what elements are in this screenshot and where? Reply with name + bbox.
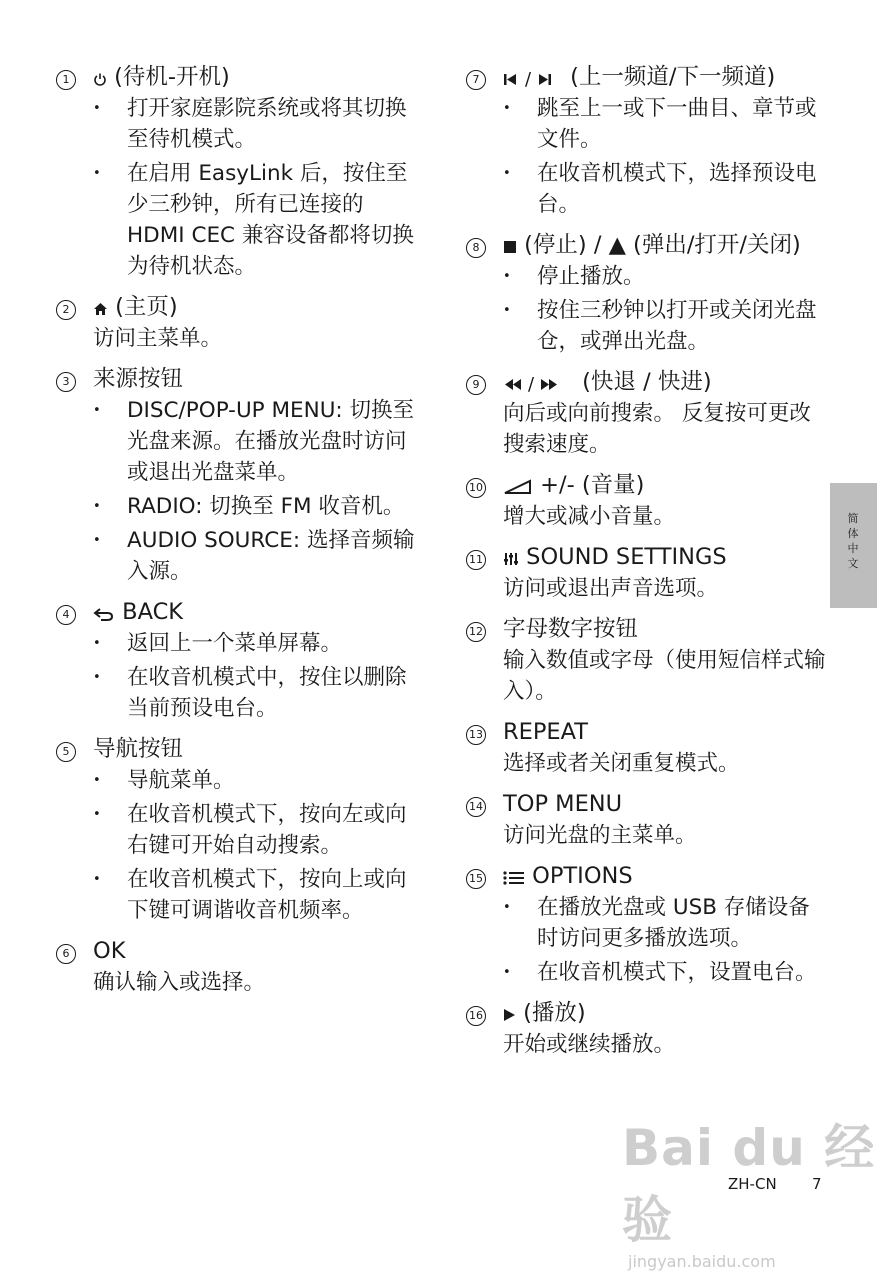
- function-item: [466, 62, 826, 220]
- power-icon: [93, 62, 107, 93]
- item-number-badge: 7: [466, 70, 486, 90]
- bullet-item: • 导航菜单。: [93, 765, 426, 796]
- item-number-badge: 9: [466, 375, 486, 395]
- bullet-item: • DISC/POP-UP MENU: 切换至光盘来源。在播放光盘时访问或退出光盘菜单。: [93, 395, 426, 488]
- bullet-list: [93, 628, 426, 724]
- stop-eject-icon: [503, 230, 517, 261]
- item-heading: [503, 367, 826, 398]
- item-number-badge: 14: [466, 797, 486, 817]
- item-heading: [503, 789, 826, 820]
- svg-text:/: /: [525, 69, 532, 88]
- function-item: [56, 734, 426, 926]
- item-description: 访问主菜单。: [93, 326, 223, 351]
- item-description: 确认输入或选择。: [93, 970, 266, 995]
- language-tab-label: 简体中文: [847, 512, 859, 570]
- function-item: [466, 998, 826, 1060]
- item-heading-text: (停止) / ▲ (弹出/打开/关闭): [524, 232, 801, 258]
- item-heading: [93, 936, 426, 967]
- item-description: 向后或向前搜索。 反复按可更改搜索速度。: [503, 401, 811, 457]
- function-item: [56, 597, 426, 724]
- function-item: [466, 717, 826, 779]
- item-description: 增大或减小音量。: [503, 504, 676, 529]
- right-column: [466, 62, 826, 1070]
- play-icon: [503, 998, 516, 1029]
- item-number-badge: 5: [56, 742, 76, 762]
- item-heading: [503, 62, 826, 93]
- function-item: [56, 364, 426, 587]
- bullet-item: • 在收音机模式下，按向上或向下键可调谐收音机频率。: [93, 864, 426, 926]
- item-heading: [503, 230, 826, 261]
- left-column: [56, 62, 426, 1008]
- bullet-list: [93, 765, 426, 926]
- bullet-item: • 跳至上一或下一曲目、章节或文件。: [503, 93, 826, 155]
- item-heading-text: (主页): [115, 294, 178, 320]
- item-heading: [93, 734, 426, 765]
- item-number-badge: 12: [466, 622, 486, 642]
- function-item: [466, 230, 826, 357]
- bullet-list: [503, 892, 826, 988]
- bullet-item: • 在播放光盘或 USB 存储设备时访问更多播放选项。: [503, 892, 826, 954]
- back-arrow-icon: [93, 597, 115, 628]
- watermark-logo: Bai du 经验: [622, 1119, 876, 1249]
- bullet-item: • 在收音机模式下，选择预设电台。: [503, 158, 826, 220]
- function-item: [56, 936, 426, 998]
- bullet-list: [93, 395, 426, 587]
- item-number-badge: 3: [56, 372, 76, 392]
- item-heading: [503, 470, 826, 501]
- item-heading: [503, 717, 826, 748]
- item-heading-text: (上一频道/下一频道): [570, 64, 776, 90]
- bullet-item: • 按住三秒钟以打开或关闭光盘仓，或弹出光盘。: [503, 295, 826, 357]
- item-number-badge: 10: [466, 478, 486, 498]
- item-heading: [503, 861, 826, 892]
- item-heading-text: (待机-开机): [114, 64, 230, 90]
- item-description: 输入数值或字母（使用短信样式输入）。: [503, 648, 826, 704]
- item-number-badge: 4: [56, 605, 76, 625]
- bullet-list: [503, 93, 826, 220]
- item-description: 开始或继续播放。: [503, 1032, 676, 1057]
- skip-prev-next-icon: [503, 62, 563, 93]
- footer-language-code: ZH-CN: [728, 1175, 777, 1193]
- item-heading-text: BACK: [122, 599, 184, 625]
- rewind-forward-icon: [503, 367, 575, 398]
- item-heading-text: REPEAT: [503, 719, 589, 745]
- item-heading-text: OPTIONS: [532, 863, 633, 889]
- item-heading: [503, 998, 826, 1029]
- bullet-item: • AUDIO SOURCE: 选择音频输入源。: [93, 525, 426, 587]
- item-description: 访问光盘的主菜单。: [503, 823, 697, 848]
- item-number-badge: 6: [56, 944, 76, 964]
- function-item: [466, 614, 826, 707]
- item-heading: [93, 597, 426, 628]
- bullet-item: • 在启用 EasyLink 后，按住至少三秒钟，所有已连接的 HDMI CEC 兼容设备都将切换为待机状态。: [93, 158, 426, 282]
- function-item: [466, 861, 826, 988]
- bullet-item: • 在收音机模式下，设置电台。: [503, 957, 826, 988]
- item-heading-text: SOUND SETTINGS: [526, 544, 727, 570]
- item-heading-text: 字母数字按钮: [503, 616, 639, 642]
- bullet-list: [93, 93, 426, 282]
- bullet-item: • 返回上一个菜单屏幕。: [93, 628, 426, 659]
- bullet-item: • 在收音机模式中，按住以删除当前预设电台。: [93, 662, 426, 724]
- watermark-url: jingyan.baidu.com: [628, 1252, 776, 1271]
- bullet-item: • RADIO: 切换至 FM 收音机。: [93, 491, 426, 522]
- item-heading: [93, 292, 426, 323]
- sound-settings-icon: [503, 542, 519, 573]
- bullet-item: • 打开家庭影院系统或将其切换至待机模式。: [93, 93, 426, 155]
- page-number: 7: [812, 1175, 822, 1193]
- function-item: [466, 470, 826, 532]
- function-item: [466, 367, 826, 460]
- item-description: 选择或者关闭重复模式。: [503, 751, 740, 776]
- item-number-badge: 1: [56, 70, 76, 90]
- item-number-badge: 15: [466, 869, 486, 889]
- item-number-badge: 11: [466, 550, 486, 570]
- function-item: [466, 542, 826, 604]
- function-item: [56, 62, 426, 282]
- language-side-tab: [830, 483, 877, 608]
- function-item: [466, 789, 826, 851]
- item-number-badge: 13: [466, 725, 486, 745]
- options-icon: [503, 861, 525, 892]
- bullet-item: • 在收音机模式下，按向左或向右键可开始自动搜索。: [93, 799, 426, 861]
- item-heading: [93, 62, 426, 93]
- item-heading: [503, 542, 826, 573]
- item-heading-text: OK: [93, 938, 126, 964]
- item-number-badge: 16: [466, 1006, 486, 1026]
- svg-text:/: /: [528, 374, 535, 393]
- item-heading-text: (播放): [523, 1000, 586, 1026]
- item-description: 访问或退出声音选项。: [503, 576, 719, 601]
- function-item: [56, 292, 426, 354]
- home-icon: [93, 292, 108, 323]
- item-number-badge: 2: [56, 300, 76, 320]
- bullet-list: [503, 261, 826, 357]
- item-heading-text: 导航按钮: [93, 736, 184, 762]
- volume-icon: [503, 470, 533, 501]
- item-heading: [503, 614, 826, 645]
- item-heading-text: TOP MENU: [503, 791, 623, 817]
- item-heading-text: 来源按钮: [93, 366, 184, 392]
- item-heading-text: +/- (音量): [540, 472, 645, 498]
- item-heading-text: (快退 / 快进): [582, 369, 712, 395]
- bullet-item: • 停止播放。: [503, 261, 826, 292]
- item-heading: [93, 364, 426, 395]
- item-number-badge: 8: [466, 238, 486, 258]
